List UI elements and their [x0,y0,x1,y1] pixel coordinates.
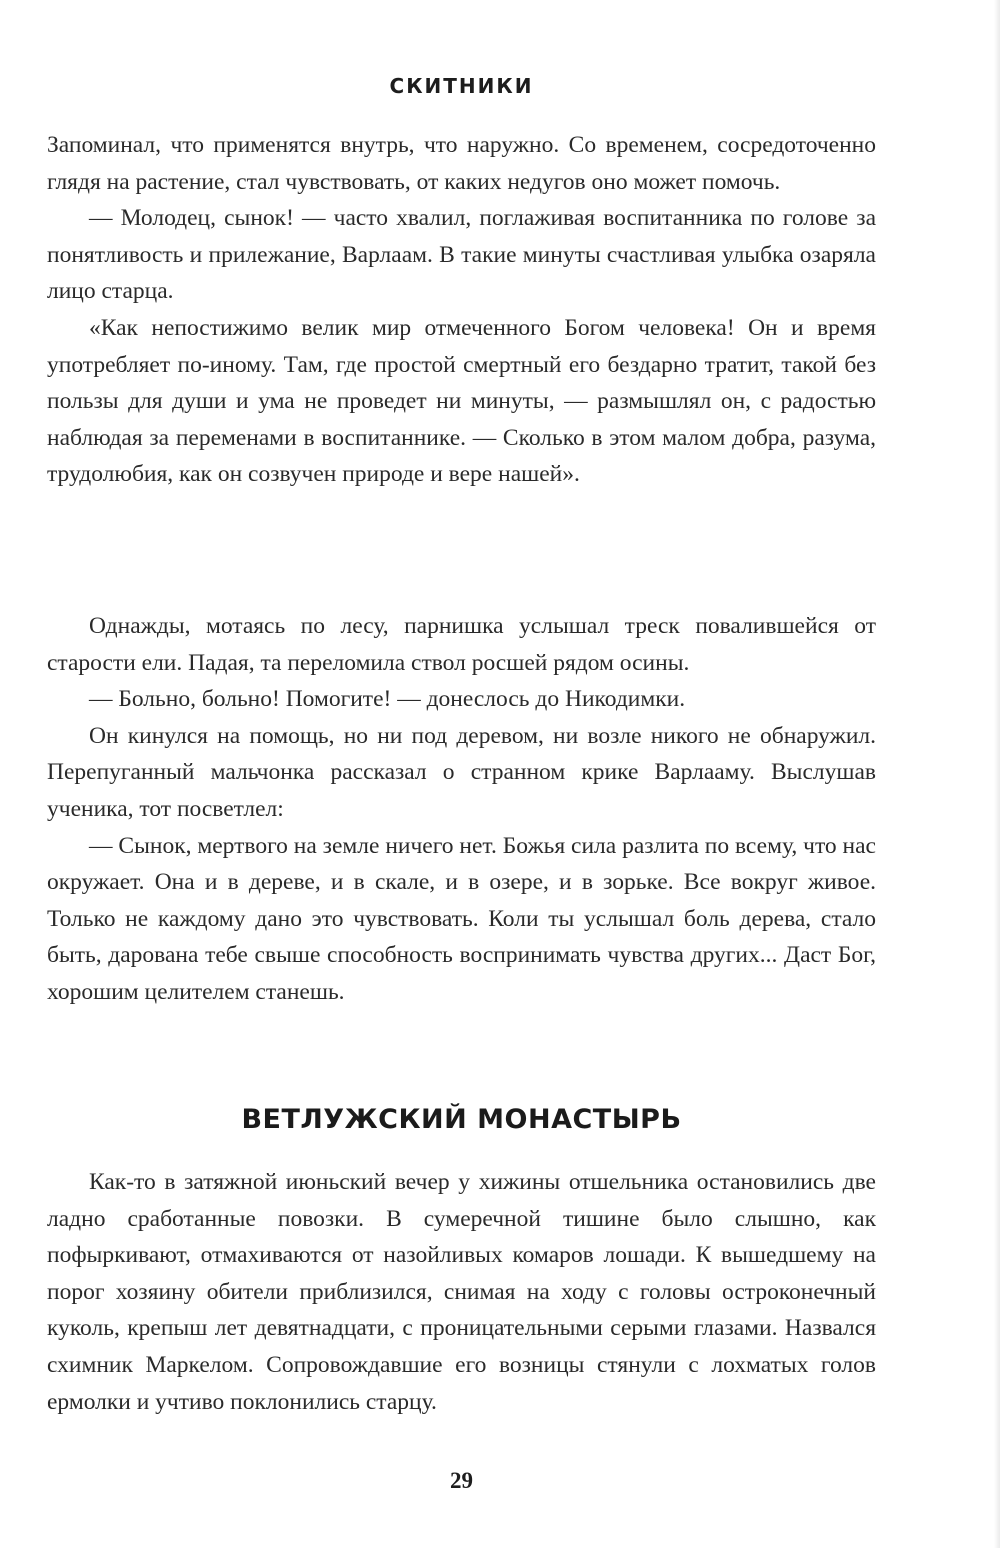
paragraph: Однажды, мотаясь по лесу, парнишка услышал треск повалившейся от старости ели. Падая, та переломила ствол росшей рядом осины. [47,613,876,676]
running-header: СКИТНИКИ [389,74,534,98]
text-block-1 [47,127,876,493]
chapter-title: ВЕТЛУЖСКИЙ МОНАСТЫРЬ [241,1104,682,1135]
paragraph: Как-то в затяжной июньский вечер у хижины отшельника остановились две ладно сработанные повозки. В сумеречной тишине было слышно, как пофыркивают, отмахиваются от назойливых комаров лошади. К вышедшему на порог хозяину обители приблизился, снимая на ходу с головы остроконечный куколь, крепыш лет девятнадцати, с проницательными серыми глазами. Назвался схимник Маркелом. Сопровождавшие его возницы стянули с лохматых голов ермолки и учтиво поклонились старцу. [47,1169,876,1415]
paragraph: «Как непостижимо велик мир отмеченного Богом человека! Он и время употребляет по-иному. Там, где простой смертный его бездарно тратит, такой без пользы для души и ума не проведет ни минуты, — размышлял он, с радостью наблюдая за переменами в воспитаннике. — Сколько в этом малом добра, разума, трудолюбия, как он созвучен природе и вере нашей». [47,314,876,488]
paragraph: — Сынок, мертвого на земле ничего нет. Божья сила разлита по всему, что нас окружает. Она и в дереве, и в скале, и в озере, и в зорьке. Все вокруг живое. Только не каждому дано это чувствовать. Коли ты услышал боль дерева, стало быть, дарована тебе свыше способность воспринимать чувства других... Даст Бог, хорошим целителем станешь. [47,832,876,1005]
paragraph: Он кинулся на помощь, но ни под деревом, ни возле никого не обнаружил. Перепуганный мальчонка рассказал о странном крике Варлааму. Выслушав ученика, тот посветлел: [47,722,876,822]
paragraph: — Молодец, сынок! — часто хвалил, поглаживая воспитанника по голове за понятливость и прилежание, Варлаам. В такие минуты счастливая улыбка озаряла лицо старца. [47,205,876,305]
text-block-2 [47,608,876,1011]
book-page [47,0,876,1548]
text-block-3 [47,1164,876,1420]
paragraph: Запоминал, что применятся внутрь, что наружно. Со временем, сосредоточенно глядя на растение, стал чувствовать, от каких недугов оно может помочь. [47,132,876,195]
paragraph: — Больно, больно! Помогите! — донеслось до Никодимки. [89,686,686,713]
page-number: 29 [450,1468,473,1493]
page-edge-shadow [994,0,1000,1548]
